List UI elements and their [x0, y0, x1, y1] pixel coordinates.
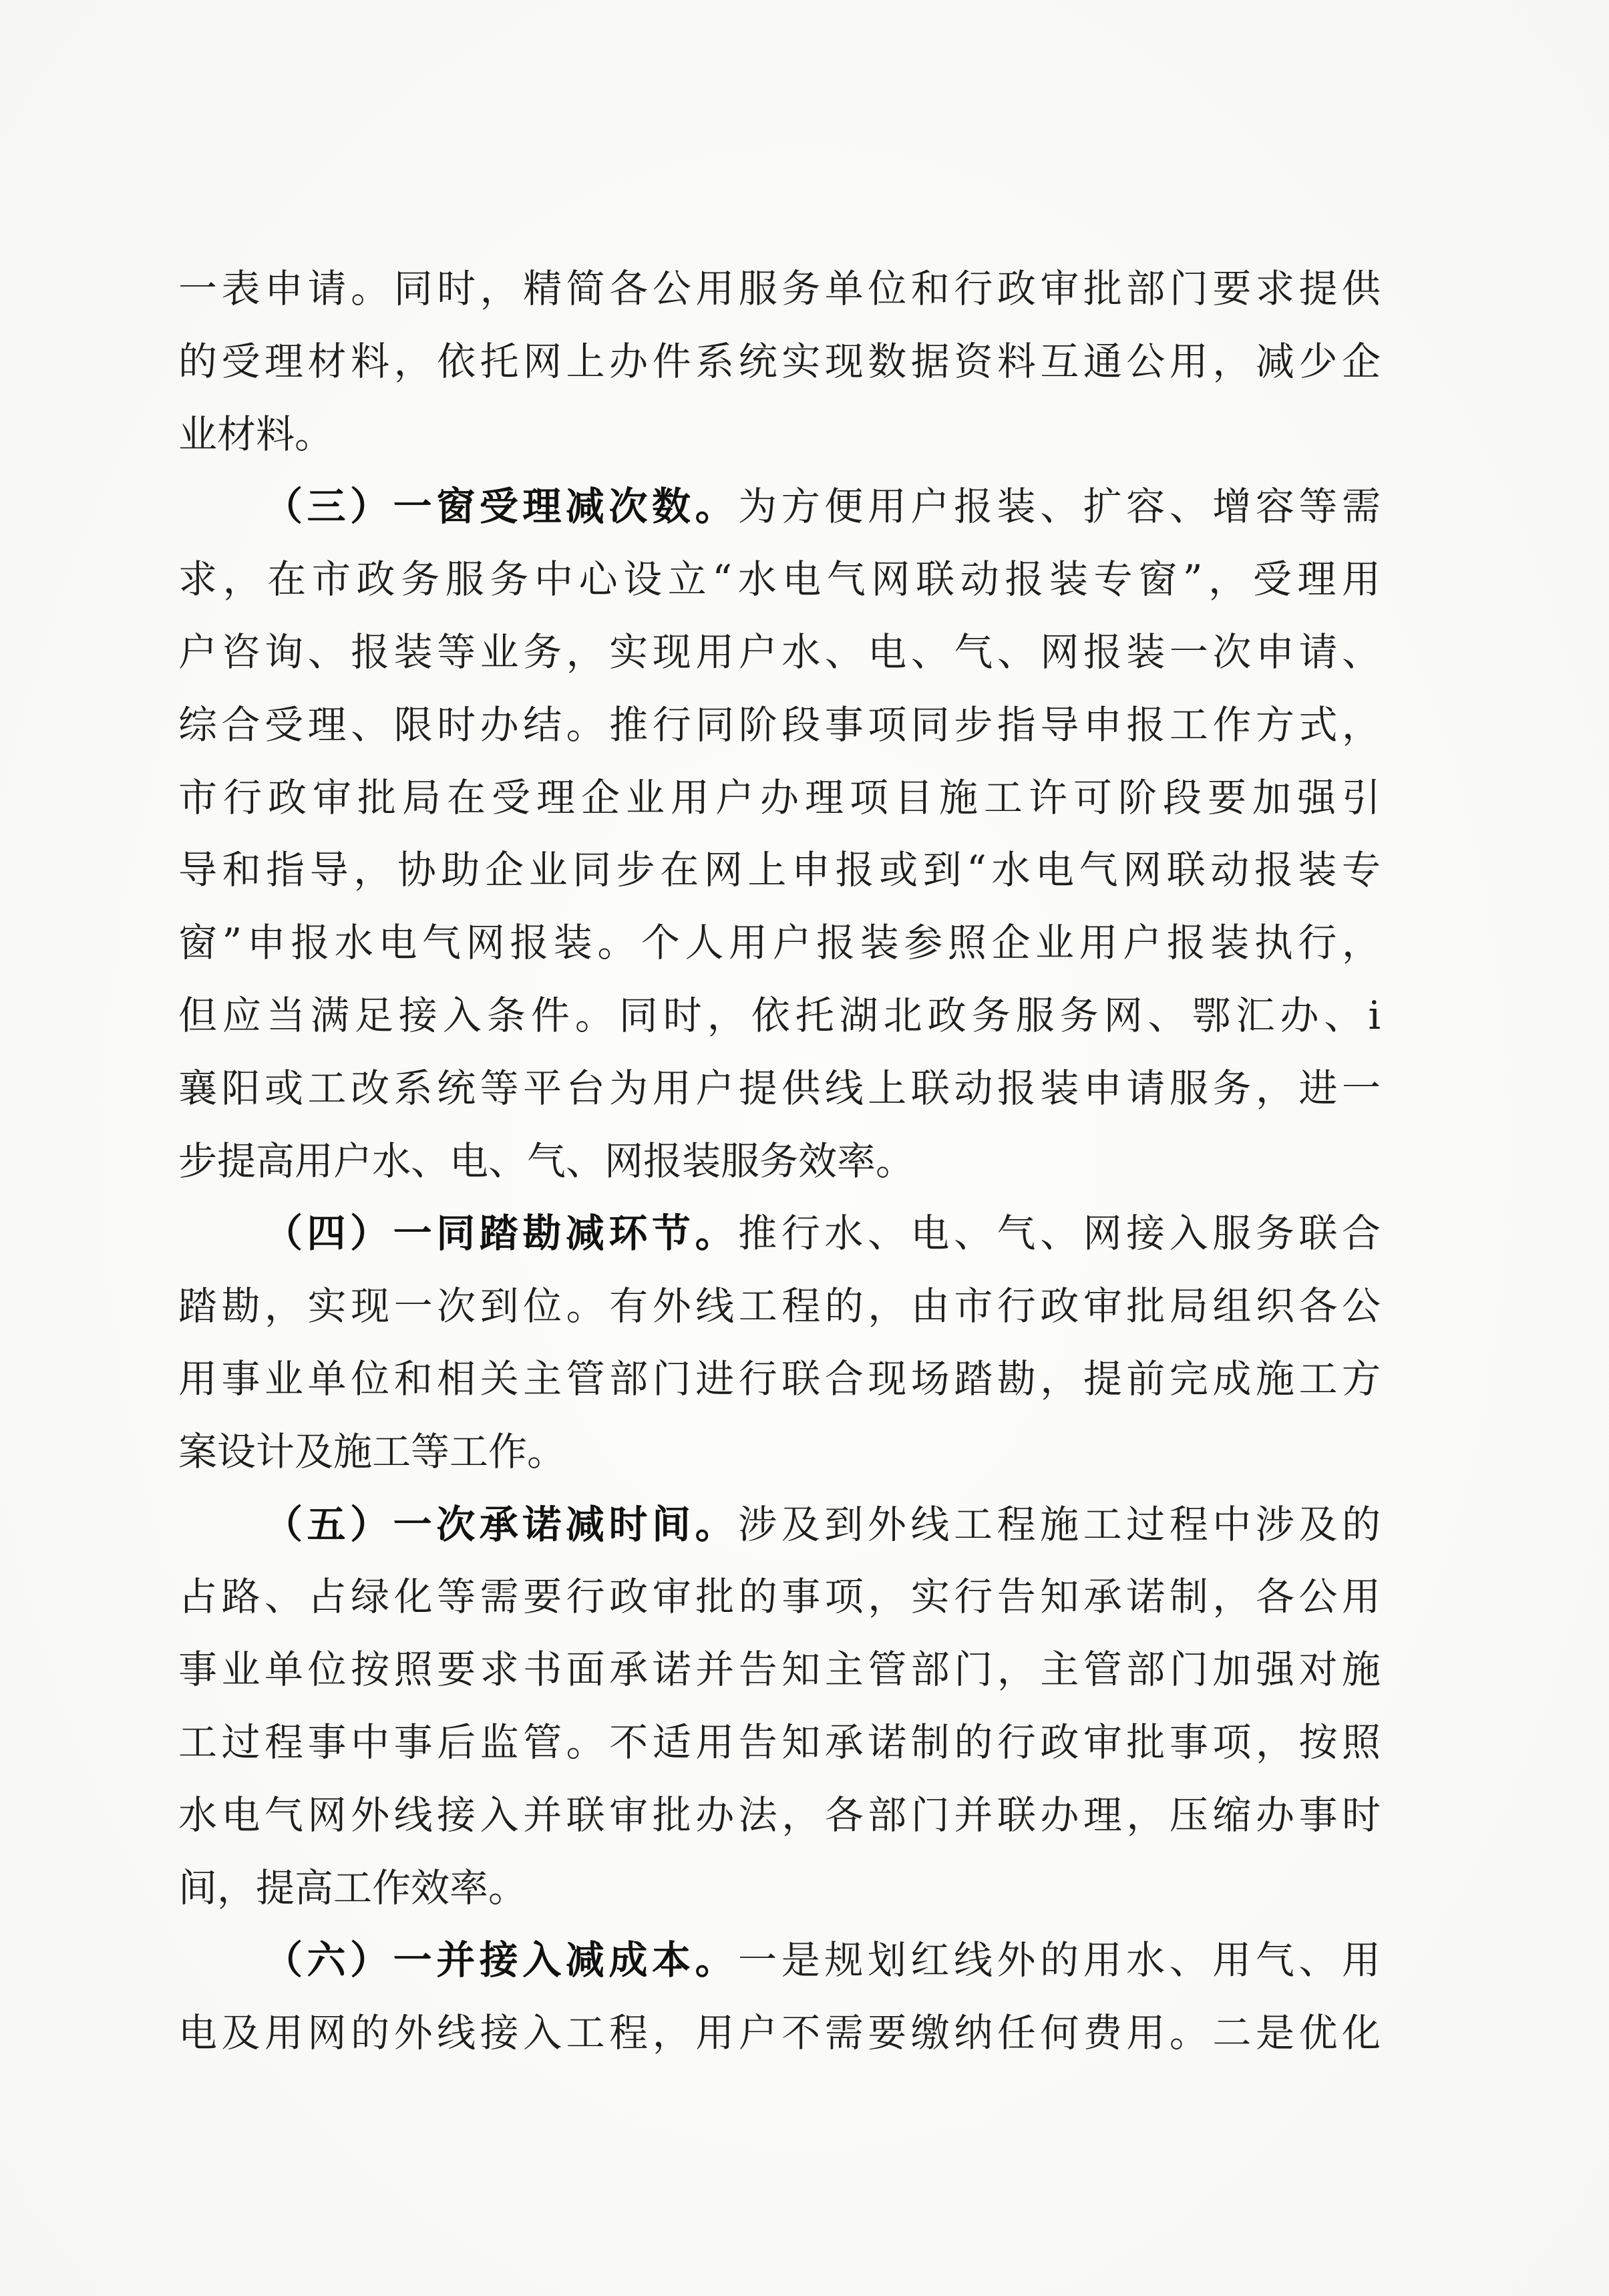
text-line — [178, 1197, 1381, 1270]
line-text: 户咨询、报装等业务，实现用户水、电、气、网报装一次申请、 — [178, 629, 1381, 675]
line-text: 间，提高工作效率。 — [178, 1864, 528, 1911]
line-text: 求，在市政务服务中心设立“水电气网联动报装专窗”，受理用 — [178, 556, 1381, 603]
line-text: 用事业单位和相关主管部门进行联合现场踏勘，提前完成施工方 — [178, 1355, 1381, 1402]
line-text: 窗”申报水电气网报装。个人用户报装参照企业用户报装执行， — [178, 920, 1381, 966]
text-line — [178, 1779, 1381, 1852]
text-line — [178, 253, 1381, 325]
line-text: 一是规划红线外的用水、用气、用 — [738, 1937, 1381, 1983]
text-line — [178, 1343, 1381, 1416]
line-text: 但应当满足接入条件。同时，依托湖北政务服务网、鄂汇办、i — [178, 992, 1381, 1038]
text-line — [178, 689, 1381, 762]
line-text: 电及用网的外线接入工程，用户不需要缴纳任何费用。二是优化 — [178, 2010, 1381, 2056]
text-line — [178, 1270, 1381, 1343]
text-line — [178, 398, 1381, 471]
text-line — [178, 1416, 1381, 1488]
section-heading: （六）一并接入减成本。 — [264, 1937, 739, 1983]
text-line — [178, 1633, 1381, 1706]
line-text: 步提高用户水、电、气、网报装服务效率。 — [178, 1138, 915, 1184]
text-line — [178, 979, 1381, 1052]
line-text: 推行水、电、气、网接入服务联合 — [738, 1210, 1381, 1257]
text-line — [178, 1852, 1381, 1925]
text-line — [178, 1997, 1381, 2070]
text-line — [178, 1706, 1381, 1779]
line-text: 涉及到外线工程施工过程中涉及的 — [738, 1501, 1381, 1547]
line-text: 襄阳或工改系统等平台为用户提供线上联动报装申请服务，进一 — [178, 1065, 1381, 1111]
line-text: 一表申请。同时，精简各公用服务单位和行政审批部门要求提供 — [178, 266, 1381, 311]
body-text — [178, 253, 1381, 2070]
text-line — [178, 907, 1381, 979]
text-line — [178, 325, 1381, 398]
line-text: 工过程事中事后监管。不适用告知承诺制的行政审批事项，按照 — [178, 1719, 1381, 1765]
line-text: 事业单位按照要求书面承诺并告知主管部门，主管部门加强对施 — [178, 1647, 1381, 1693]
line-text: 市行政审批局在受理企业用户办理项目施工许可阶段要加强引 — [178, 774, 1381, 820]
line-text: 业材料。 — [178, 411, 334, 457]
section-heading: （五）一次承诺减时间。 — [264, 1501, 739, 1547]
text-line — [178, 543, 1381, 616]
line-text: 为方便用户报装、扩容、增容等需 — [738, 484, 1381, 530]
section-heading: （三）一窗受理减次数。 — [264, 484, 739, 530]
text-line — [178, 1924, 1381, 1997]
text-line — [178, 1561, 1381, 1633]
text-line — [178, 762, 1381, 834]
text-line — [178, 1488, 1381, 1561]
text-line — [178, 470, 1381, 543]
text-line — [178, 616, 1381, 689]
line-text: 案设计及施工等工作。 — [178, 1428, 566, 1474]
text-line — [178, 834, 1381, 907]
line-text: 的受理材料，依托网上办件系统实现数据资料互通公用，减少企 — [178, 338, 1381, 384]
section-heading: （四）一同踏勘减环节。 — [264, 1210, 739, 1257]
line-text: 导和指导，协助企业同步在网上申报或到“水电气网联动报装专 — [178, 847, 1381, 893]
line-text: 综合受理、限时办结。推行同阶段事项同步指导申报工作方式， — [178, 701, 1381, 748]
line-text: 占路、占绿化等需要行政审批的事项，实行告知承诺制，各公用 — [178, 1574, 1381, 1620]
line-text: 水电气网外线接入并联审批办法，各部门并联办理，压缩办事时 — [178, 1792, 1381, 1838]
text-line — [178, 1125, 1381, 1198]
line-text: 踏勘，实现一次到位。有外线工程的，由市行政审批局组织各公 — [178, 1283, 1381, 1329]
text-line — [178, 1052, 1381, 1125]
